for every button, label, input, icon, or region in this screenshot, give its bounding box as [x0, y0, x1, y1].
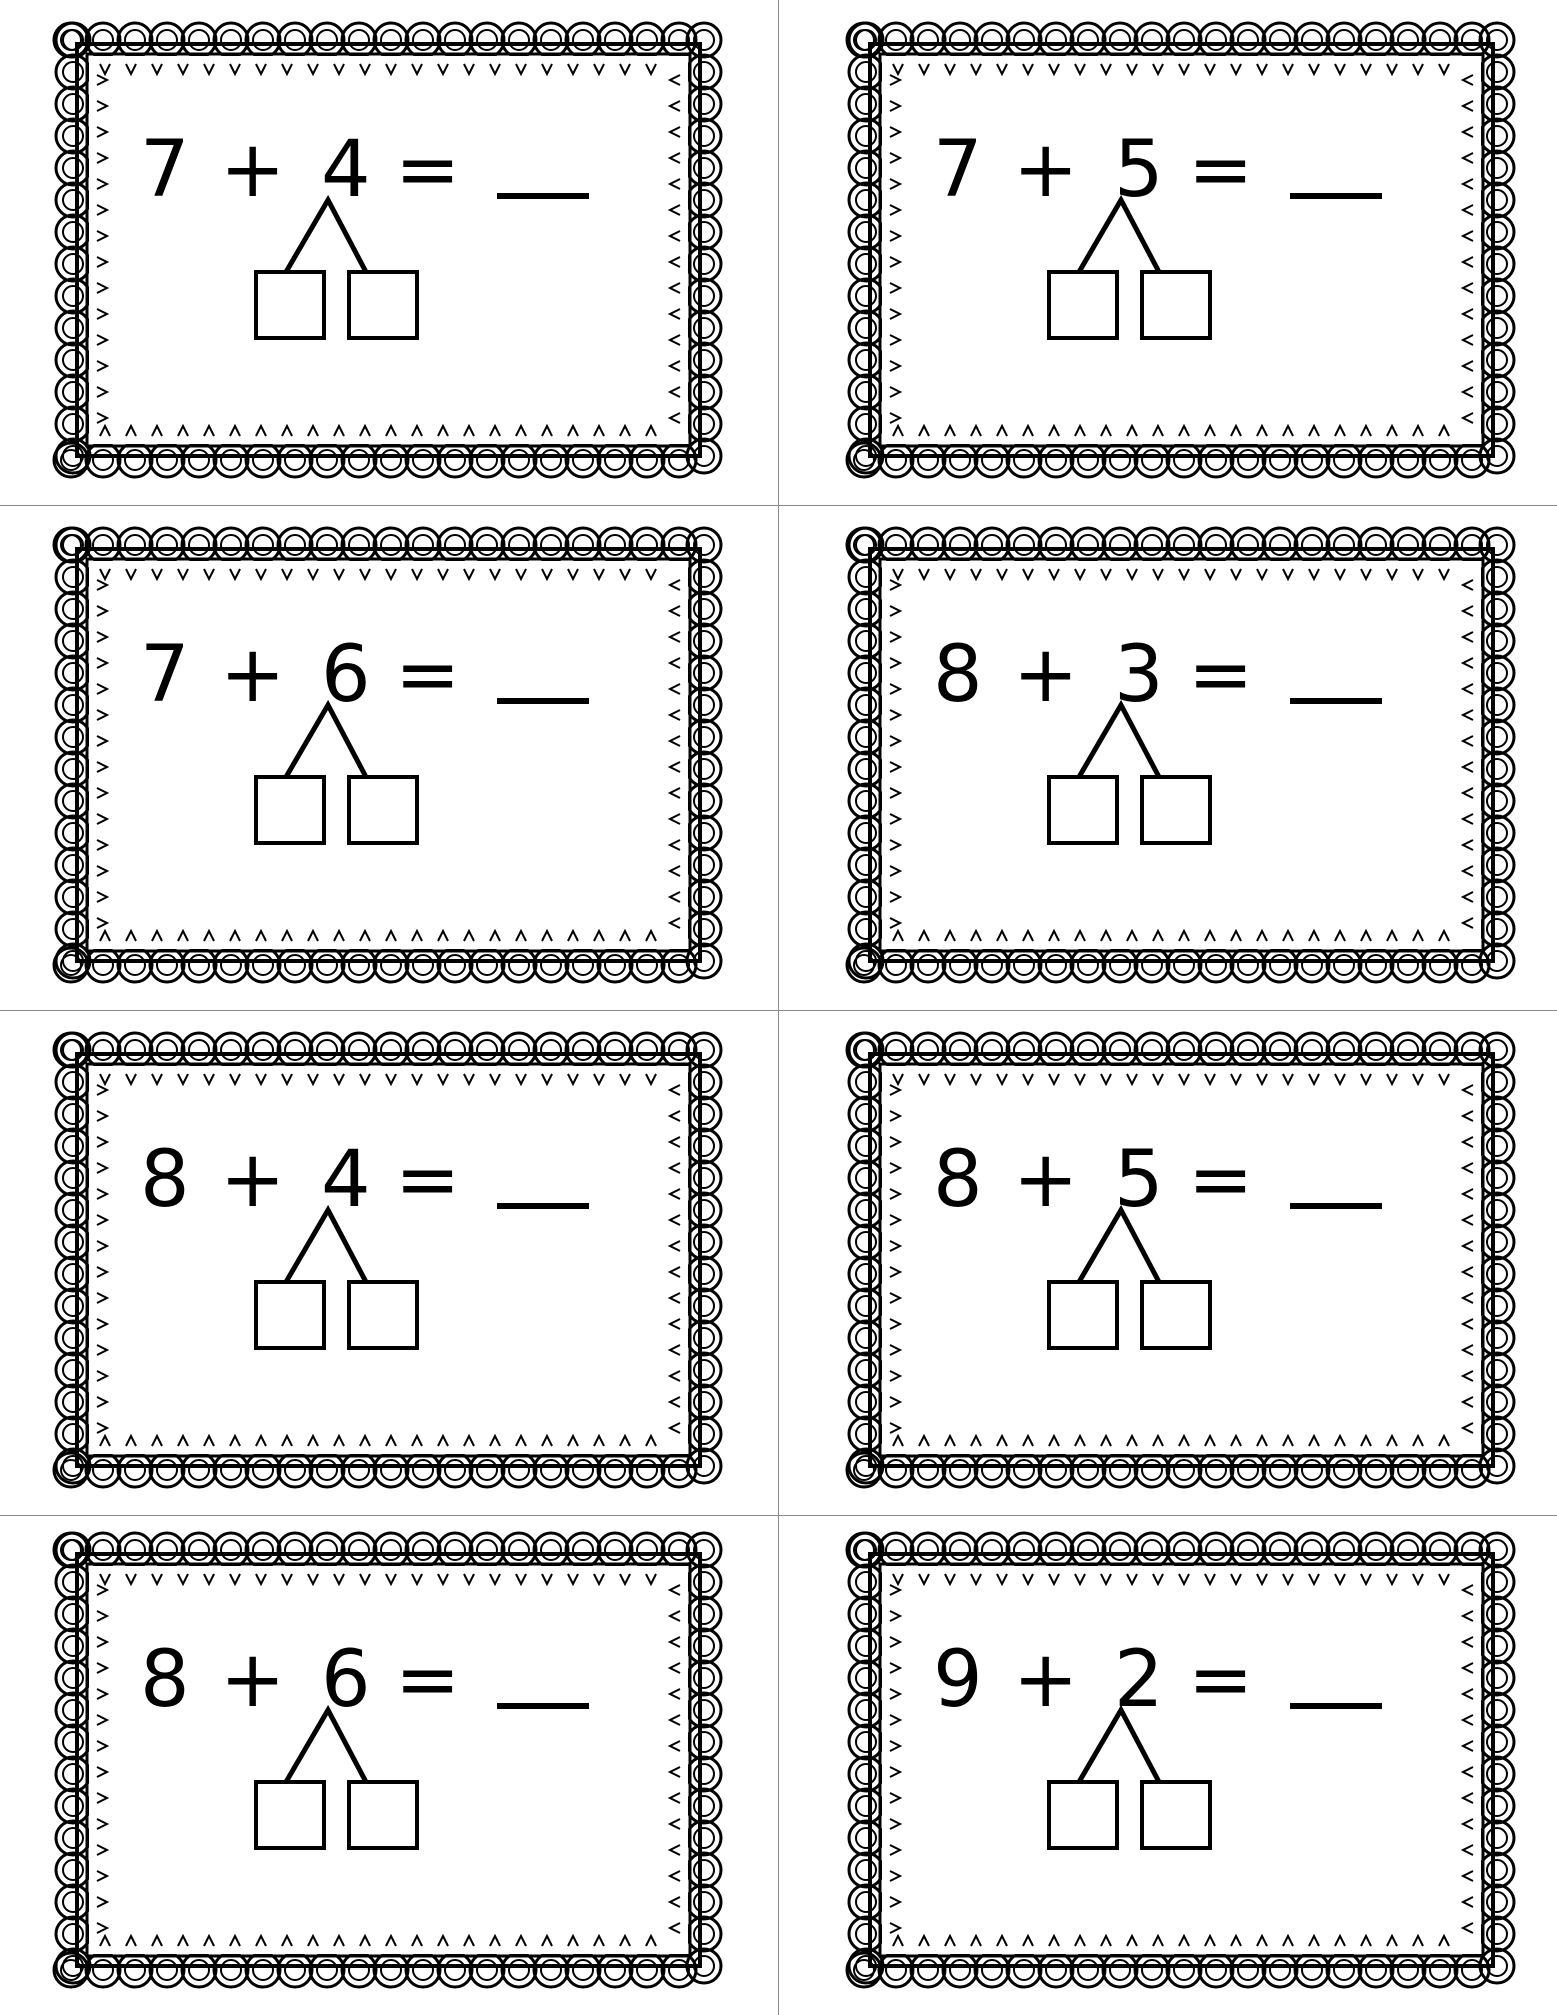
horizontal-cut-line [0, 505, 1557, 506]
second-addend: 2 [1114, 1635, 1164, 1725]
equals-sign: = [395, 630, 461, 720]
equals-sign: = [1188, 1635, 1254, 1725]
number-bond-icon [1044, 1700, 1226, 1850]
second-addend: 4 [321, 1135, 371, 1225]
plus-sign: + [220, 1135, 286, 1225]
plus-sign: + [220, 125, 286, 215]
horizontal-cut-line [0, 1515, 1557, 1516]
flash-card [848, 20, 1515, 480]
number-bond-icon [1044, 695, 1226, 845]
plus-sign: + [1013, 1635, 1079, 1725]
equals-sign: = [1188, 1135, 1254, 1225]
first-addend: 8 [140, 1135, 190, 1225]
equals-sign: = [1188, 125, 1254, 215]
plus-sign: + [1013, 1135, 1079, 1225]
flash-card [848, 1030, 1515, 1490]
second-addend: 6 [321, 630, 371, 720]
flash-card [848, 1530, 1515, 1990]
first-addend: 9 [933, 1635, 983, 1725]
answer-blank [497, 698, 589, 704]
plus-sign: + [220, 630, 286, 720]
first-addend: 7 [933, 125, 983, 215]
equals-sign: = [395, 1635, 461, 1725]
first-addend: 7 [140, 630, 190, 720]
answer-blank [1290, 1203, 1382, 1209]
answer-blank [497, 1703, 589, 1709]
number-bond-icon [251, 1200, 433, 1350]
equals-sign: = [395, 125, 461, 215]
second-addend: 4 [321, 125, 371, 215]
answer-blank [497, 1203, 589, 1209]
second-addend: 3 [1114, 630, 1164, 720]
second-addend: 6 [321, 1635, 371, 1725]
plus-sign: + [220, 1635, 286, 1725]
first-addend: 8 [933, 1135, 983, 1225]
equals-sign: = [395, 1135, 461, 1225]
flash-card [848, 525, 1515, 985]
answer-blank [1290, 1703, 1382, 1709]
number-bond-icon [251, 1700, 433, 1850]
answer-blank [1290, 698, 1382, 704]
plus-sign: + [1013, 630, 1079, 720]
second-addend: 5 [1114, 125, 1164, 215]
first-addend: 8 [140, 1635, 190, 1725]
answer-blank [1290, 193, 1382, 199]
number-bond-icon [1044, 1200, 1226, 1350]
number-bond-icon [251, 695, 433, 845]
answer-blank [497, 193, 589, 199]
number-bond-icon [251, 190, 433, 340]
second-addend: 5 [1114, 1135, 1164, 1225]
flash-card [55, 525, 722, 985]
number-bond-icon [1044, 190, 1226, 340]
first-addend: 7 [140, 125, 190, 215]
flash-card [55, 1030, 722, 1490]
vertical-cut-line [778, 0, 779, 2015]
horizontal-cut-line [0, 1010, 1557, 1011]
flash-card [55, 20, 722, 480]
plus-sign: + [1013, 125, 1079, 215]
flash-card [55, 1530, 722, 1990]
equals-sign: = [1188, 630, 1254, 720]
first-addend: 8 [933, 630, 983, 720]
